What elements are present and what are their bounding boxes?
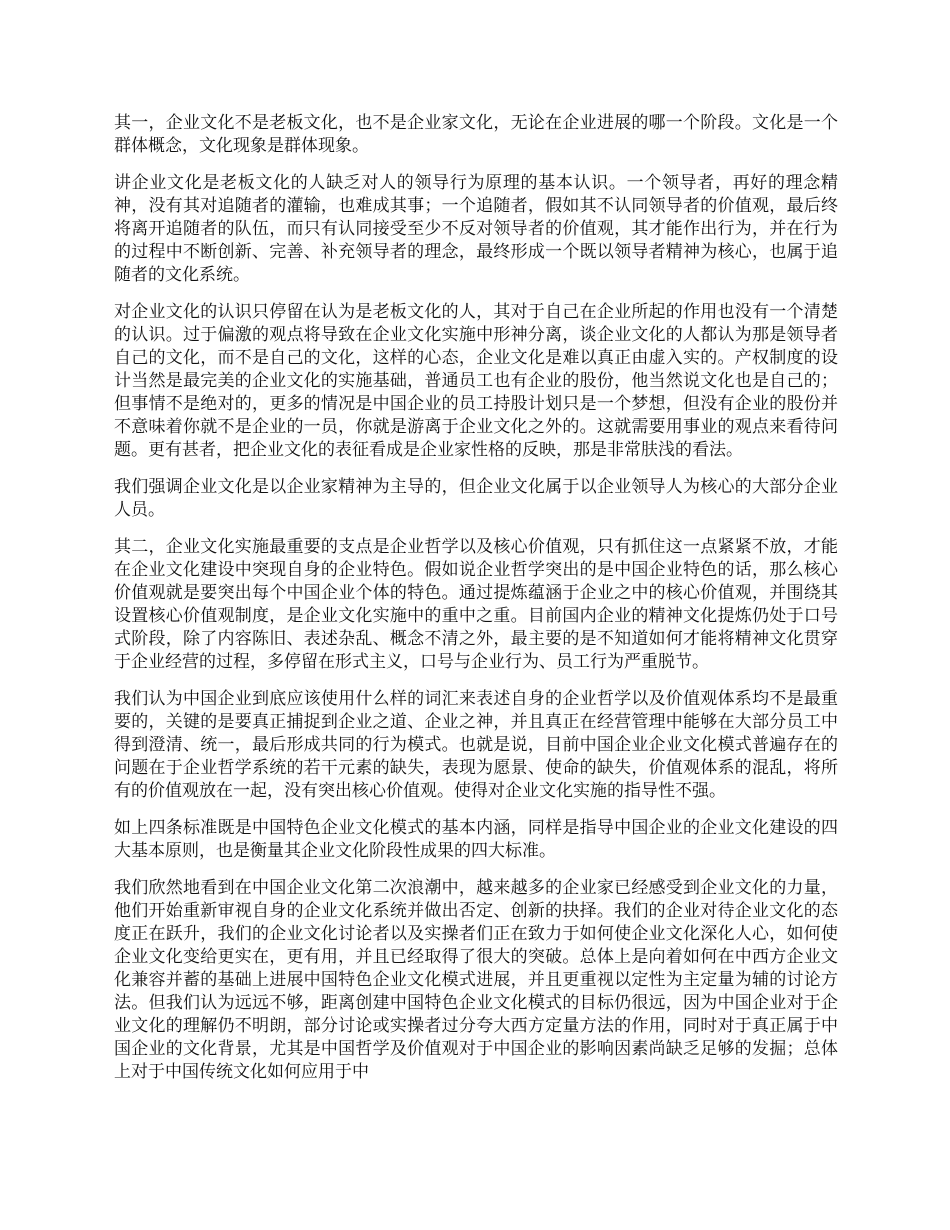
- document-body: [114, 112, 838, 1098]
- paragraph-2: 讲企业文化是老板文化的人缺乏对人的领导行为原理的基本认识。一个领导者，再好的理念精神，没有其对追随者的灌输，也难成其事；一个追随者，假如其不认同领导者的价值观，最后终将离开追随者的队伍，而只有认同接受至少不反对领导者的价值观，其才能作出行为，并在行为的过程中不断创新、完善、补充领导者的理念，最终形成一个既以领导者精神为核心，也属于追随者的文化系统。: [114, 173, 838, 285]
- paragraph-5: 其二，企业文化实施最重要的支点是企业哲学以及核心价值观，只有抓住这一点紧紧不放，才能在企业文化建设中突现自身的企业特色。假如说企业哲学突出的是中国企业特色的话，那么核心价值观就是要突出每个中国企业个体的特色。通过提炼蕴涵于企业之中的核心价值观，并围绕其设置核心价值观制度，是企业文化实施中的重中之重。目前国内企业的精神文化提炼仍处于口号式阶段，除了内容陈旧、表述杂乱、概念不清之外，最主要的是不知道如何才能将精神文化贯穿于企业经营的过程，多停留在形式主义，口号与企业行为、员工行为严重脱节。: [114, 537, 838, 672]
- paragraph-4: 我们强调企业文化是以企业家精神为主导的，但企业文化属于以企业领导人为核心的大部分企业人员。: [114, 477, 838, 520]
- paragraph-8: 我们欣然地看到在中国企业文化第二次浪潮中，越来越多的企业家已经感受到企业文化的力量，他们开始重新审视自身的企业文化系统并做出否定、创新的抉择。我们的企业对待企业文化的态度正在跃升，我们的企业文化讨论者以及实操者们正在致力于如何使企业文化深化人心，如何使企业文化变给更实在，更有用，并且已经取得了很大的突破。总体上是向着如何在中西方企业文化兼容并蓄的基础上进展中国特色企业文化模式进展，并且更重视以定性为主定量为辅的讨论方法。但我们认为远远不够，距离创建中国特色企业文化模式的目标仍很远，因为中国企业对于企业文化的理解仍不明朗，部分讨论或实操者过分夸大西方定量方法的作用，同时对于真正属于中国企业的文化背景，尤其是中国哲学及价值观对于中国企业的影响因素尚缺乏足够的发掘；总体上对于中国传统文化如何应用于中: [114, 878, 838, 1082]
- paragraph-3: 对企业文化的认识只停留在认为是老板文化的人，其对于自己在企业所起的作用也没有一个清楚的认识。过于偏激的观点将导致在企业文化实施中形神分离，谈企业文化的人都认为那是领导者自己的文化，而不是自己的文化，这样的心态，企业文化是难以真正由虚入实的。产权制度的设计当然是最完美的企业文化的实施基础，普通员工也有企业的股份，他当然说文化也是自己的；但事情不是绝对的，更多的情况是中国企业的员工持股计划只是一个梦想，但没有企业的股份并不意味着你就不是企业的一员，你就是游离于企业文化之外的。这就需要用事业的观点来看待问题。更有甚者，把企业文化的表征看成是企业家性格的反映，那是非常肤浅的看法。: [114, 302, 838, 460]
- paragraph-7: 如上四条标准既是中国特色企业文化模式的基本内涵，同样是指导中国企业的企业文化建设的四大基本原则，也是衡量其企业文化阶段性成果的四大标准。: [114, 818, 838, 861]
- paragraph-6: 我们认为中国企业到底应该使用什么样的词汇来表述自身的企业哲学以及价值观体系均不是最重要的，关键的是要真正捕捉到企业之道、企业之神，并且真正在经营管理中能够在大部分员工中得到澄清、统一，最后形成共同的行为模式。也就是说，目前中国企业企业文化模式普遍存在的问题在于企业哲学系统的若干元素的缺失，表现为愿景、使命的缺失，价值观体系的混乱，将所有的价值观放在一起，没有突出核心价值观。使得对企业文化实施的指导性不强。: [114, 689, 838, 801]
- paragraph-1: 其一，企业文化不是老板文化，也不是企业家文化，无论在企业进展的哪一个阶段。文化是一个群体概念，文化现象是群体现象。: [114, 113, 838, 156]
